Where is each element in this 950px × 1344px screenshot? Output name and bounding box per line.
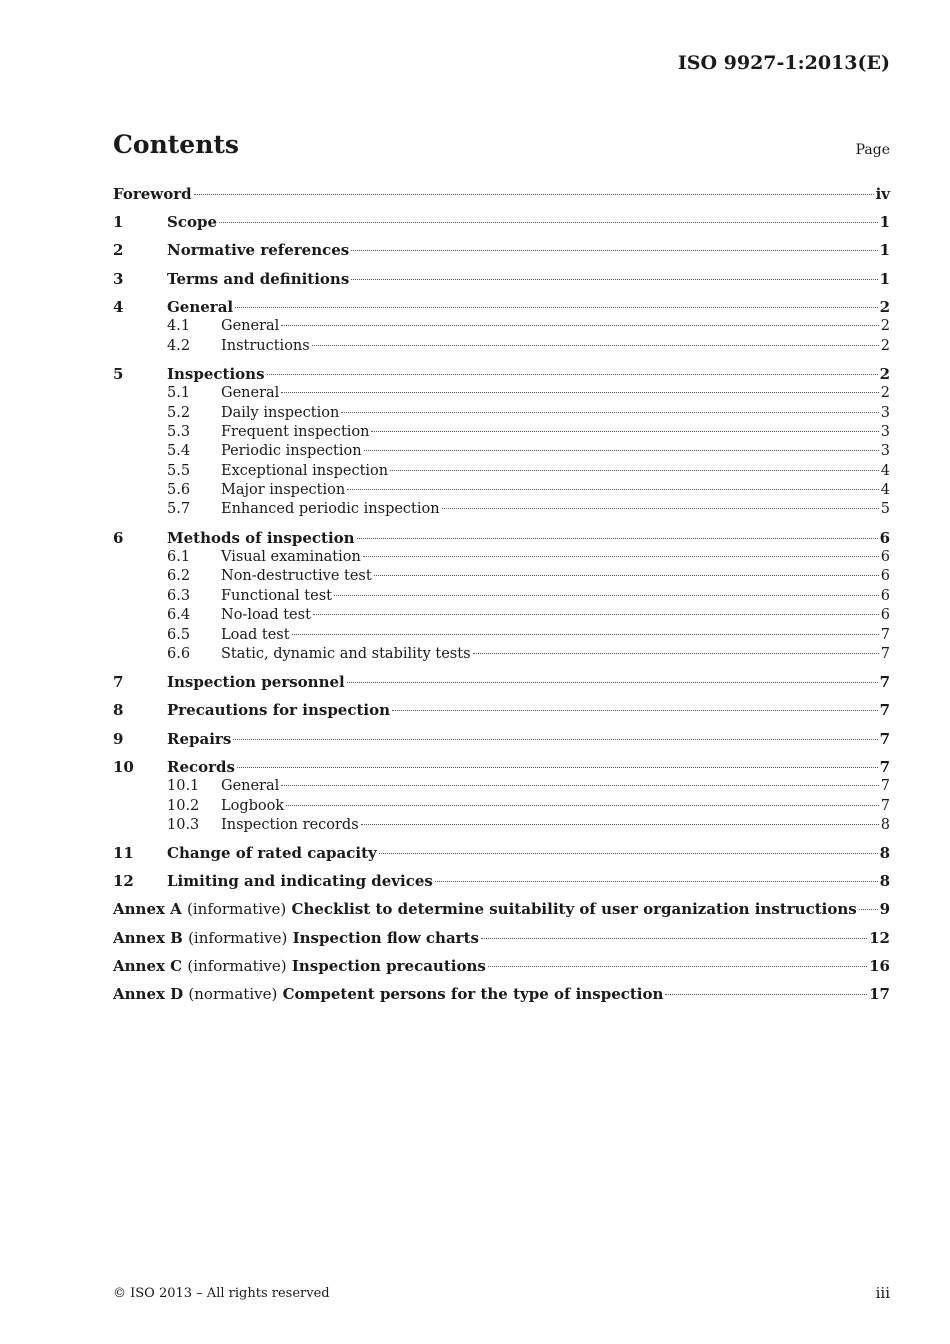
toc-entry[interactable] [113,645,890,664]
dot-leader [334,595,879,596]
toc-entry-page: 7 [879,701,890,720]
annex-title: Inspection flow charts [292,928,479,947]
toc-entry-label: Non-destructive test [221,568,372,585]
toc-entry[interactable] [113,270,890,289]
toc-entry-page: 7 [880,797,890,814]
annex-kind: (informative) [187,956,287,975]
toc-entry[interactable] [113,500,890,519]
toc-entry[interactable] [113,423,890,442]
toc-entry[interactable] [113,673,890,692]
dot-leader [392,710,878,711]
dot-leader [281,325,878,326]
dot-leader [859,909,878,910]
annex-entry[interactable] [113,985,890,1004]
toc-entry-label: Load test [221,626,290,643]
annex-id: Annex A [113,900,182,919]
table-of-contents [113,185,890,1004]
dot-leader [435,881,878,882]
toc-entry[interactable] [113,606,890,625]
toc-entry-label: General [167,297,234,316]
toc-entry-number: 5.1 [167,385,191,402]
page-title: Contents [113,130,240,159]
toc-entry-number: 6.3 [167,587,191,604]
toc-entry-page: 8 [879,872,890,891]
toc-entry-page: 7 [880,645,890,662]
dot-leader [341,412,878,413]
toc-entry[interactable] [113,462,890,481]
toc-entry-page: 7 [879,729,890,748]
toc-entry-label: Visual examination [221,549,361,566]
toc-entry-label: Logbook [221,797,285,814]
toc-entry-page: 6 [880,568,890,585]
toc-entry[interactable] [113,626,890,645]
toc-entry-label: Inspection records [221,816,359,833]
dot-leader [357,538,878,539]
copyright-notice: © ISO 2013 – All rights reserved [113,1286,330,1301]
toc-entry[interactable] [113,567,890,586]
toc-entry-page: 2 [880,385,890,402]
annex-kind: (informative) [188,928,288,947]
dot-leader [351,279,877,280]
dot-leader [364,450,879,451]
toc-entry-number: 2 [113,241,124,260]
toc-entry[interactable] [113,587,890,606]
dot-leader [363,556,879,557]
annex-page: 16 [869,956,890,975]
dot-leader [347,682,878,683]
toc-entry-page: 1 [879,241,890,260]
toc-entry-page: 7 [880,626,890,643]
dot-leader [233,739,877,740]
toc-entry[interactable] [113,442,890,461]
dot-leader [194,194,874,195]
toc-entry[interactable] [113,777,890,796]
toc-entry-label: Inspection personnel [167,673,345,692]
annex-title: Inspection precautions [291,956,486,975]
toc-entry-number: 4.1 [167,318,191,335]
toc-entry-page: 5 [880,501,890,518]
toc-entry-page: 3 [880,443,890,460]
toc-entry-label: Periodic inspection [221,443,362,460]
toc-entry-number: 8 [113,701,124,720]
toc-entry-label: General [221,385,280,402]
toc-entry-number: 6 [113,528,124,547]
toc-entry-label: Repairs [167,729,232,748]
toc-entry-number: 3 [113,269,124,288]
toc-entry-page: iv [875,185,890,203]
toc-entry-number: 5.4 [167,443,191,460]
toc-entry[interactable] [113,548,890,567]
annex-entry[interactable] [113,900,890,919]
toc-entry-page: 8 [880,816,890,833]
toc-entry-label: No-load test [221,607,311,624]
toc-entry-number: 12 [113,872,134,891]
dot-leader [219,222,878,223]
dot-leader [361,824,879,825]
toc-entry-number: 5.6 [167,482,191,499]
dot-leader [390,470,879,471]
toc-entry-label: Normative references [167,241,350,260]
toc-entry-page: 1 [879,213,890,232]
toc-entry-page: 6 [880,587,890,604]
annex-kind: (informative) [187,900,287,919]
annex-id: Annex B [113,928,183,947]
toc-entry-label: Scope [167,213,218,232]
annex-page: 17 [869,985,890,1004]
dot-leader [665,994,867,995]
toc-entry-label: Methods of inspection [167,528,355,547]
toc-entry-number: 6.2 [167,568,191,585]
toc-entry-label: Inspections [167,364,265,383]
annex-kind: (normative) [188,985,278,1004]
toc-entry[interactable] [113,730,890,749]
toc-entry-label: Terms and definitions [167,269,350,288]
toc-entry-label: Change of rated capacity [167,844,377,863]
toc-entry-number: 4.2 [167,337,191,354]
toc-entry[interactable] [113,701,890,720]
dot-leader [481,938,867,939]
toc-entry-number: 11 [113,844,134,863]
toc-entry-page: 1 [879,269,890,288]
dot-leader [488,966,867,967]
toc-entry[interactable] [113,797,890,816]
toc-entry-number: 10 [113,757,134,776]
annex-id: Annex D [113,985,184,1004]
page-number: iii [875,1284,890,1302]
toc-entry[interactable] [113,529,890,548]
toc-entry-page: 7 [879,757,890,776]
toc-entry-number: 6.4 [167,607,191,624]
toc-entry-label: Daily inspection [221,404,340,421]
toc-entry[interactable] [113,758,890,777]
toc-entry-number: 5.7 [167,501,191,518]
toc-entry-page: 2 [880,337,890,354]
dot-leader [235,307,877,308]
dot-leader [267,374,878,375]
toc-entry-page: 6 [880,607,890,624]
toc-entry-number: 9 [113,729,124,748]
toc-entry-number: 5 [113,364,124,383]
dot-leader [286,805,879,806]
toc-entry-label: General [221,778,280,795]
toc-entry-label: Major inspection [221,482,346,499]
toc-entry-label: Functional test [221,587,332,604]
toc-entry-page: 2 [879,364,890,383]
dot-leader [281,785,878,786]
toc-entry-number: 10.3 [167,816,200,833]
toc-entry-page: 6 [879,528,890,547]
annex-entry[interactable] [113,957,890,976]
annex-page: 9 [879,900,890,919]
annex-entry[interactable] [113,929,890,948]
dot-leader [371,431,878,432]
toc-entry-page: 2 [879,297,890,316]
toc-entry-number: 5.3 [167,423,191,440]
dot-leader [281,392,878,393]
toc-entry-number: 1 [113,213,124,232]
dot-leader [313,614,879,615]
dot-leader [374,575,879,576]
toc-entry-label: Foreword [113,185,192,203]
toc-entry[interactable] [113,213,890,232]
toc-entry-page: 7 [879,673,890,692]
toc-entry[interactable] [113,185,890,204]
annex-id: Annex C [113,956,183,975]
toc-entry-label: Records [167,757,235,776]
toc-entry-page: 3 [880,423,890,440]
toc-entry[interactable] [113,337,890,356]
toc-entry-label: Limiting and indicating devices [167,872,433,891]
toc-entry-number: 6.5 [167,626,191,643]
dot-leader [347,489,879,490]
dot-leader [442,508,879,509]
toc-entry[interactable] [113,404,890,423]
dot-leader [379,853,878,854]
toc-entry[interactable] [113,816,890,835]
toc-entry-page: 3 [880,404,890,421]
annex-title: Competent persons for the type of inspection [282,985,664,1004]
toc-entry-number: 6.1 [167,549,191,566]
annex-page: 12 [869,928,890,947]
toc-entry-label: Precautions for inspection [167,701,391,720]
toc-entry[interactable] [113,872,890,891]
toc-entry-number: 6.6 [167,645,191,662]
toc-entry-label: General [221,318,280,335]
toc-entry-page: 6 [880,549,890,566]
toc-entry-label: Enhanced periodic inspection [221,501,440,518]
toc-entry-number: 10.2 [167,797,200,814]
toc-entry-label: Frequent inspection [221,423,370,440]
toc-entry-number: 4 [113,297,124,316]
document-id: ISO 9927-1:2013(E) [677,52,890,74]
page-column-label: Page [855,142,890,158]
toc-entry-label: Instructions [221,337,310,354]
toc-entry-page: 2 [880,318,890,335]
toc-entry-number: 7 [113,673,124,692]
toc-entry-number: 5.5 [167,462,191,479]
toc-entry-page: 4 [880,482,890,499]
annex-title: Checklist to determine suitability of user organization instructions [291,900,857,919]
toc-entry-page: 7 [880,778,890,795]
toc-entry[interactable] [113,241,890,260]
toc-entry[interactable] [113,844,890,863]
toc-entry-page: 8 [879,844,890,863]
toc-entry-label: Exceptional inspection [221,462,389,479]
dot-leader [237,767,878,768]
dot-leader [351,250,877,251]
toc-entry-number: 10.1 [167,778,200,795]
toc-entry[interactable] [113,317,890,336]
toc-entry[interactable] [113,384,890,403]
toc-entry[interactable] [113,365,890,384]
toc-entry-number: 5.2 [167,404,191,421]
toc-entry[interactable] [113,298,890,317]
dot-leader [312,345,879,346]
toc-entry[interactable] [113,481,890,500]
toc-entry-label: Static, dynamic and stability tests [221,645,471,662]
dot-leader [473,653,879,654]
toc-entry-page: 4 [880,462,890,479]
dot-leader [292,634,879,635]
